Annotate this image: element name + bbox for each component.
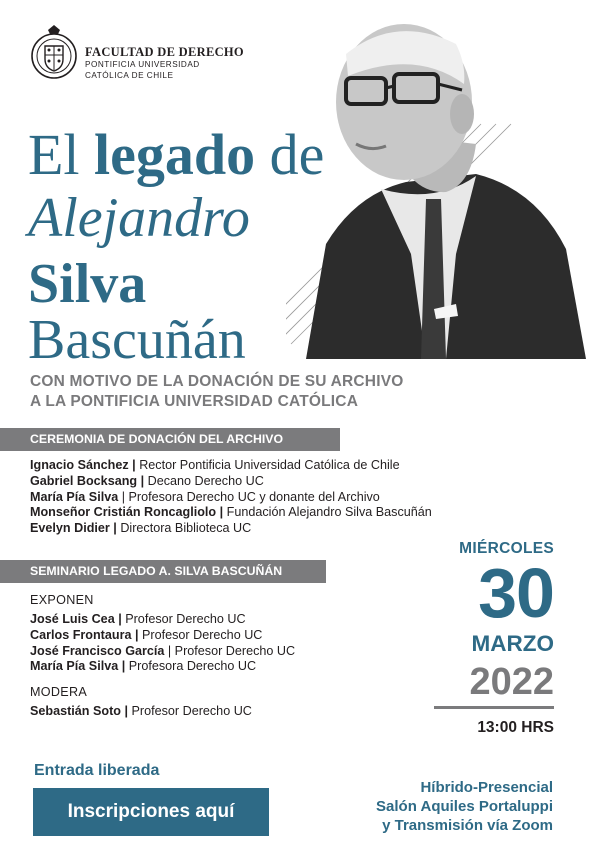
divider xyxy=(434,706,554,709)
exponen-label: EXPONEN xyxy=(30,593,94,607)
seminar-heading: SEMINARIO LEGADO A. SILVA BASCUÑÁN xyxy=(0,560,326,583)
university-line-2: CATÓLICA DE CHILE xyxy=(85,70,174,80)
list-item xyxy=(30,474,432,490)
modera-label: MODERA xyxy=(30,685,88,699)
list-item xyxy=(30,628,295,644)
subtitle-line-1: CON MOTIVO DE LA DONACIÓN DE SU ARCHIVO xyxy=(30,373,404,390)
ceremony-list xyxy=(30,458,432,537)
venue-line-1: Híbrido-Presencial xyxy=(420,779,553,796)
person-role: Profesora Derecho UC xyxy=(125,659,257,674)
portrait-photo xyxy=(286,14,586,359)
university-seal-icon xyxy=(30,22,78,86)
list-item xyxy=(30,659,295,675)
title-line-4: Bascuñán xyxy=(28,309,246,371)
subtitle-line-2: A LA PONTIFICIA UNIVERSIDAD CATÓLICA xyxy=(30,393,359,410)
venue-line-3: y Transmisión vía Zoom xyxy=(382,817,553,834)
list-item xyxy=(30,490,432,506)
title-word-de: de xyxy=(255,122,325,187)
person-role: | Profesora Derecho UC y donante del Archivo xyxy=(121,489,380,504)
title-word-el: El xyxy=(28,122,95,187)
title-line-2: Alejandro xyxy=(28,187,250,249)
list-item xyxy=(30,644,295,660)
event-year: 2022 xyxy=(469,661,554,703)
list-item xyxy=(30,612,295,628)
person-name: María Pía Silva xyxy=(30,489,122,504)
person-role: Rector Pontificia Universidad Católica de Chile xyxy=(135,458,400,472)
moderator xyxy=(30,704,252,720)
venue-line-2: Salón Aquiles Portaluppi xyxy=(376,798,553,815)
person-role: Profesor Derecho UC xyxy=(121,612,246,626)
person-name: Ignacio Sánchez | xyxy=(30,458,136,472)
university-line-1: PONTIFICIA UNIVERSIDAD xyxy=(85,60,200,70)
faculty-name: FACULTAD DE DERECHO xyxy=(85,45,244,59)
person-name: Gabriel Bocksang | xyxy=(30,473,145,488)
event-time: 13:00 HRS xyxy=(477,719,554,736)
title-line-1 xyxy=(28,122,325,187)
person-role: | Profesor Derecho UC xyxy=(167,643,296,658)
register-button[interactable]: Inscripciones aquí xyxy=(33,788,269,836)
person-name: Sebastián Soto | xyxy=(30,704,128,718)
person-name: Evelyn Didier | xyxy=(30,521,117,536)
person-name: José Francisco García xyxy=(30,643,168,658)
person-name: Monseñor Cristián Roncagliolo | xyxy=(30,505,224,520)
subtitle xyxy=(30,372,404,412)
faculty-header xyxy=(85,46,244,80)
title-line-3: Silva xyxy=(28,253,147,315)
event-weekday: MIÉRCOLES xyxy=(459,540,554,557)
title-word-legado: legado xyxy=(94,122,256,187)
person-role: Profesor Derecho UC xyxy=(128,704,252,718)
ceremony-heading: CEREMONIA DE DONACIÓN DEL ARCHIVO xyxy=(0,428,340,451)
person-role: Fundación Alejandro Silva Bascuñán xyxy=(223,505,432,520)
event-month: MARZO xyxy=(471,631,554,656)
free-entry-label: Entrada liberada xyxy=(34,762,160,779)
person-role: Decano Derecho UC xyxy=(144,473,264,488)
speakers-list xyxy=(30,612,295,675)
list-item xyxy=(30,505,432,521)
person-role: Directora Biblioteca UC xyxy=(116,521,252,536)
person-role: Profesor Derecho UC xyxy=(138,627,263,642)
list-item xyxy=(30,521,432,537)
event-day: 30 xyxy=(478,554,554,632)
person-name: Carlos Frontaura | xyxy=(30,627,139,642)
person-name: José Luis Cea | xyxy=(30,612,122,626)
person-name: María Pía Silva | xyxy=(30,659,126,674)
list-item xyxy=(30,458,432,474)
